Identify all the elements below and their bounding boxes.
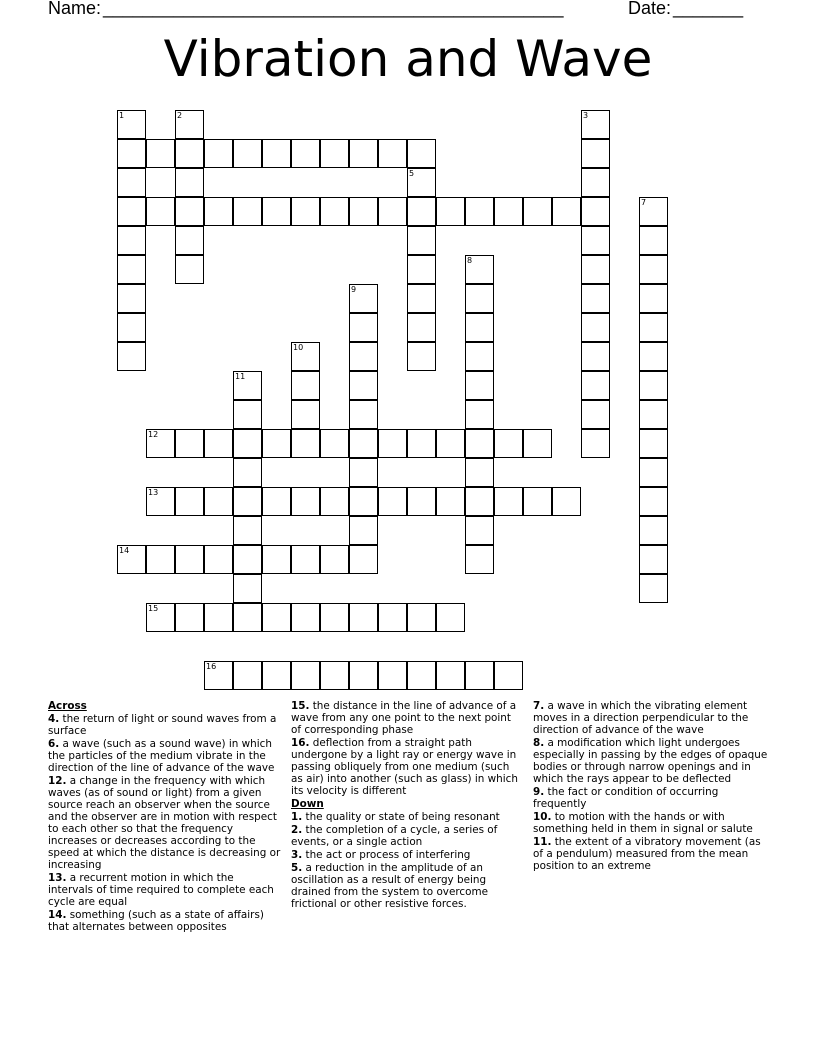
grid-cell[interactable] [349,458,378,487]
grid-cell[interactable] [581,226,610,255]
clue-number: 12. [48,775,67,787]
clue-number: 8. [533,737,545,749]
clues-column-1 [48,700,281,934]
grid-cell[interactable] [175,226,204,255]
grid-cell[interactable] [436,603,465,632]
grid-cell[interactable] [581,371,610,400]
clue-text: a wave in which the vibrating element moves in a direction perpendicular to the direction of advance of the wave [533,700,749,736]
grid-cell[interactable] [233,545,262,574]
clue-text: a change in the frequency with which waves (as of sound or light) from a given source reach an observer when the source and the observer are in motion with respect to each other so that the frequency increases or decreases according to the speed at which the distance is decreasing or increasing [48,775,281,871]
grid-cell[interactable] [581,313,610,342]
grid-cell[interactable] [175,603,204,632]
clue-text: a recurrent motion in which the intervals of time required to complete each cycle are equal [48,872,274,908]
grid-cell[interactable] [378,197,407,226]
clue [48,775,281,871]
grid-cell[interactable] [291,371,320,400]
grid-cell[interactable] [639,342,668,371]
grid-cell[interactable] [233,371,262,400]
clue-number: 3. [291,849,303,861]
grid-cell[interactable] [175,139,204,168]
grid-cell[interactable] [349,313,378,342]
grid-cell[interactable] [378,603,407,632]
clue-text: a reduction in the amplitude of an oscillation as a result of energy being drained from the system to overcome frictional or other resistive forces. [291,862,488,910]
grid-cell[interactable] [407,226,436,255]
grid-cell[interactable] [465,661,494,690]
grid-cell[interactable] [639,284,668,313]
clue [48,713,281,737]
down-clue-list [291,811,524,910]
grid-cell[interactable] [233,429,262,458]
grid-cell[interactable] [146,603,175,632]
grid-cell[interactable] [552,197,581,226]
grid-cell[interactable] [378,429,407,458]
clue-text: a modification which light undergoes especially in passing by the edges of opaque bodies or through narrow openings and in which the rays appear to be deflected [533,737,768,785]
clue-number: 4. [48,713,60,725]
clue [48,872,281,908]
grid-cell[interactable] [494,487,523,516]
grid-cell[interactable] [494,661,523,690]
clue [291,862,524,910]
grid-cell[interactable] [262,487,291,516]
grid-cell[interactable] [320,197,349,226]
grid-cell[interactable] [349,400,378,429]
clue-number: 13. [48,872,67,884]
clue-number: 2 [177,111,183,120]
grid-cell[interactable] [175,255,204,284]
grid-cell[interactable] [581,284,610,313]
grid-cell[interactable] [465,342,494,371]
clue-number: 6. [48,738,60,750]
grid-cell[interactable] [233,574,262,603]
page-title: Vibration and Wave [163,30,653,88]
clue-text: a wave (such as a sound wave) in which the particles of the medium vibrate in the direction of the line of advance of the wave [48,738,275,774]
grid-cell[interactable] [581,197,610,226]
clue-number: 10 [293,343,304,352]
grid-cell[interactable] [349,429,378,458]
grid-cell[interactable] [349,342,378,371]
grid-cell[interactable] [349,487,378,516]
across-heading: Across [48,700,87,712]
grid-cell[interactable] [436,429,465,458]
grid-cell[interactable] [320,603,349,632]
grid-cell[interactable] [204,603,233,632]
grid-cell[interactable] [175,110,204,139]
grid-cell[interactable] [349,197,378,226]
grid-cell[interactable] [204,197,233,226]
grid-cell[interactable] [204,139,233,168]
clue [533,700,771,736]
clue [291,700,524,736]
grid-cell[interactable] [465,429,494,458]
clue-number: 16. [291,737,310,749]
grid-cell[interactable] [639,545,668,574]
clue-number: 16 [206,662,217,671]
grid-cell[interactable] [639,458,668,487]
grid-cell[interactable] [349,661,378,690]
grid-cell[interactable] [378,487,407,516]
grid-cell[interactable] [291,342,320,371]
clue [533,811,771,835]
clue-number: 12 [148,430,159,439]
clue-number: 15. [291,700,310,712]
grid-cell[interactable] [639,429,668,458]
grid-cell[interactable] [204,661,233,690]
grid-cell[interactable] [233,197,262,226]
grid-cell[interactable] [465,255,494,284]
clue [291,737,524,797]
clue-number: 2. [291,824,303,836]
clue-number: 9 [351,285,357,294]
clue-number: 5. [291,862,303,874]
grid-cell[interactable] [291,487,320,516]
clue-text: the return of light or sound waves from a surface [48,713,277,737]
grid-cell[interactable] [407,284,436,313]
clue [291,849,524,861]
grid-cell[interactable] [320,661,349,690]
clue-text: deflection from a straight path undergone by a light ray or energy wave in passing obliquely from one medium (such as air) into another (such as glass) in which its velocity is different [291,737,518,797]
grid-cell[interactable] [117,545,146,574]
clue-text: the extent of a vibratory movement (as of a pendulum) measured from the mean position to an extreme [533,836,761,872]
grid-cell[interactable] [581,110,610,139]
grid-cell[interactable] [639,255,668,284]
grid-cell[interactable] [465,313,494,342]
grid-cell[interactable] [407,168,436,197]
grid-cell[interactable] [407,603,436,632]
grid-cell[interactable] [465,400,494,429]
grid-cell[interactable] [117,139,146,168]
grid-cell[interactable] [407,661,436,690]
grid-cell[interactable] [233,458,262,487]
grid-cell[interactable] [523,487,552,516]
grid-cell[interactable] [204,545,233,574]
grid-cell[interactable] [465,371,494,400]
grid-cell[interactable] [233,516,262,545]
grid-cell[interactable] [146,545,175,574]
grid-cell[interactable] [639,197,668,226]
grid-cell[interactable] [639,516,668,545]
grid-cell[interactable] [291,661,320,690]
grid-cell[interactable] [262,139,291,168]
grid-cell[interactable] [175,545,204,574]
clue-number: 10. [533,811,552,823]
grid-cell[interactable] [465,284,494,313]
clue-number: 15 [148,604,159,613]
grid-cell[interactable] [407,342,436,371]
grid-cell[interactable] [465,197,494,226]
grid-cell[interactable] [581,429,610,458]
clues-column-2 [291,700,524,911]
clue [291,824,524,848]
grid-cell[interactable] [233,139,262,168]
grid-cell[interactable] [117,110,146,139]
grid-cell[interactable] [639,371,668,400]
clue-number: 5 [409,169,415,178]
grid-cell[interactable] [494,429,523,458]
grid-cell[interactable] [639,487,668,516]
clue [533,786,771,810]
grid-cell[interactable] [233,603,262,632]
grid-cell[interactable] [407,313,436,342]
grid-cell[interactable] [233,487,262,516]
grid-cell[interactable] [117,197,146,226]
grid-cell[interactable] [465,516,494,545]
grid-cell[interactable] [465,545,494,574]
grid-cell[interactable] [581,139,610,168]
clue-number: 14. [48,909,67,921]
clue-number: 1. [291,811,303,823]
grid-cell[interactable] [175,429,204,458]
clue [533,836,771,872]
clue-number: 14 [119,546,130,555]
grid-cell[interactable] [291,603,320,632]
grid-cell[interactable] [291,400,320,429]
grid-cell[interactable] [552,487,581,516]
grid-cell[interactable] [581,255,610,284]
grid-cell[interactable] [320,545,349,574]
clues-column-3 [533,700,771,873]
grid-cell[interactable] [175,487,204,516]
grid-cell[interactable] [146,429,175,458]
clue-number: 11 [235,372,246,381]
clue-number: 3 [583,111,589,120]
grid-cell[interactable] [436,661,465,690]
grid-cell[interactable] [262,603,291,632]
clue-text: the fact or condition of occurring frequently [533,786,719,810]
grid-cell[interactable] [233,400,262,429]
grid-cell[interactable] [291,429,320,458]
grid-cell[interactable] [117,226,146,255]
grid-cell[interactable] [349,139,378,168]
grid-cell[interactable] [407,139,436,168]
grid-cell[interactable] [291,197,320,226]
clue-number: 9. [533,786,545,798]
grid-cell[interactable] [117,255,146,284]
grid-cell[interactable] [349,516,378,545]
grid-cell[interactable] [262,661,291,690]
grid-cell[interactable] [233,661,262,690]
grid-cell[interactable] [175,197,204,226]
grid-cell[interactable] [262,429,291,458]
grid-cell[interactable] [639,313,668,342]
grid-cell[interactable] [146,139,175,168]
grid-cell[interactable] [407,429,436,458]
grid-cell[interactable] [581,342,610,371]
grid-cell[interactable] [349,284,378,313]
grid-cell[interactable] [523,429,552,458]
date-line[interactable]: _______ [673,0,744,18]
grid-cell[interactable] [436,487,465,516]
clue-number: 13 [148,488,159,497]
grid-cell[interactable] [349,371,378,400]
down-clue-list-continued [533,700,771,872]
clue [291,811,524,823]
grid-cell[interactable] [494,197,523,226]
grid-cell[interactable] [175,168,204,197]
grid-cell[interactable] [291,545,320,574]
grid-cell[interactable] [378,139,407,168]
across-clue-list-continued [291,700,524,797]
clue-number: 7. [533,700,545,712]
grid-cell[interactable] [117,342,146,371]
clue-text: the distance in the line of advance of a wave from any one point to the next point of corresponding phase [291,700,517,736]
grid-cell[interactable] [146,487,175,516]
grid-cell[interactable] [639,226,668,255]
clue-number: 11. [533,836,552,848]
clue-text: the quality or state of being resonant [302,811,500,823]
grid-cell[interactable] [465,458,494,487]
grid-cell[interactable] [320,429,349,458]
grid-cell[interactable] [407,197,436,226]
down-heading: Down [291,798,324,810]
grid-cell[interactable] [581,400,610,429]
name-line[interactable]: ______________________________________________ [103,0,564,18]
clue [48,738,281,774]
grid-cell[interactable] [320,139,349,168]
grid-cell[interactable] [436,197,465,226]
grid-cell[interactable] [378,661,407,690]
grid-cell[interactable] [407,487,436,516]
grid-cell[interactable] [639,574,668,603]
clue-number: 7 [641,198,647,207]
clue-text: the act or process of interfering [302,849,471,861]
clue-text: to motion with the hands or with something held in them in signal or salute [533,811,753,835]
grid-cell[interactable] [407,255,436,284]
grid-cell[interactable] [262,197,291,226]
clue-text: something (such as a state of affairs) that alternates between opposites [48,909,264,933]
clue-text: the completion of a cycle, a series of events, or a single action [291,824,498,848]
grid-cell[interactable] [639,400,668,429]
name-label: Name: [48,0,102,18]
grid-cell[interactable] [349,545,378,574]
clue-number: 1 [119,111,125,120]
clue [48,909,281,933]
grid-cell[interactable] [204,487,233,516]
grid-cell[interactable] [320,487,349,516]
grid-cell[interactable] [117,313,146,342]
grid-cell[interactable] [581,168,610,197]
clue-number: 8 [467,256,473,265]
grid-cell[interactable] [117,168,146,197]
grid-cell[interactable] [523,197,552,226]
grid-cell[interactable] [204,429,233,458]
grid-cell[interactable] [465,487,494,516]
grid-cell[interactable] [117,284,146,313]
grid-cell[interactable] [146,197,175,226]
grid-cell[interactable] [262,545,291,574]
grid-cell[interactable] [291,139,320,168]
across-clue-list [48,713,281,933]
grid-cell[interactable] [349,603,378,632]
clue [533,737,771,785]
date-label: Date: [628,0,672,18]
